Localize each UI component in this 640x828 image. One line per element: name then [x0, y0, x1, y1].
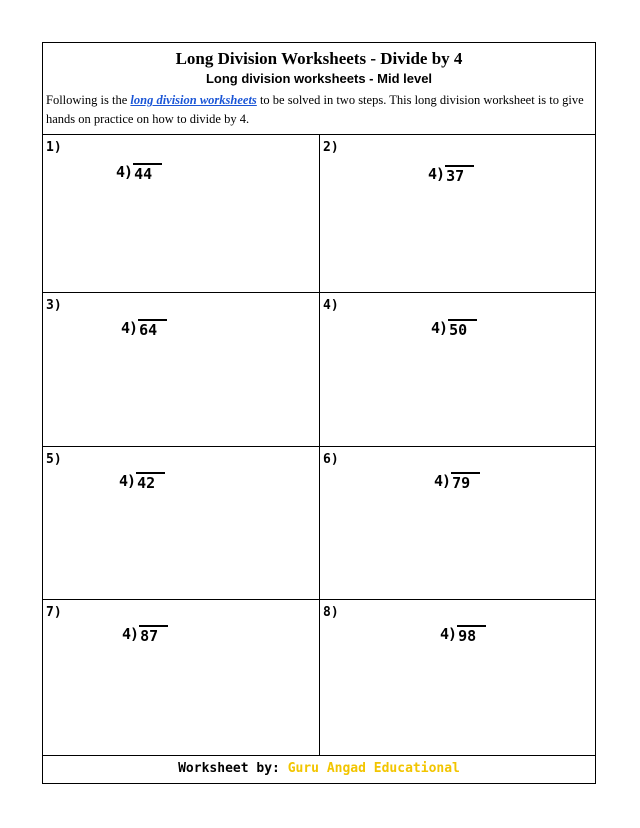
division-bracket-icon: )	[130, 625, 140, 643]
long-division-worksheets-link[interactable]: long division worksheets	[130, 93, 257, 107]
problem-cell	[43, 600, 320, 756]
division-bracket-icon: )	[127, 472, 137, 490]
division-problem	[431, 319, 477, 339]
intro-text-after: to be solved in two steps. This long division worksheet is to give hands on practice on how to divide by 4.	[46, 93, 584, 126]
problem-cell	[43, 447, 320, 600]
division-bracket-icon: )	[439, 319, 449, 337]
dividend: 98	[457, 625, 486, 645]
intro-paragraph	[46, 91, 594, 129]
problem-number: 6)	[323, 452, 339, 467]
dividend: 79	[451, 472, 480, 492]
dividend: 37	[445, 165, 474, 185]
division-bracket-icon: )	[436, 165, 446, 183]
problem-grid	[43, 135, 595, 756]
division-bracket-icon: )	[442, 472, 452, 490]
problem-cell	[320, 600, 596, 756]
problem-cell	[320, 447, 596, 600]
problem-number: 2)	[323, 140, 339, 155]
division-problem	[440, 625, 486, 645]
divisor: 4	[434, 472, 444, 490]
problem-number: 7)	[46, 605, 62, 620]
division-problem	[428, 165, 474, 185]
division-bracket-icon: )	[129, 319, 139, 337]
divisor: 4	[119, 472, 129, 490]
problem-cell	[320, 293, 596, 447]
dividend: 50	[448, 319, 477, 339]
intro-text-before: Following is the	[46, 93, 131, 107]
footer-brand: Guru Angad Educational	[287, 761, 460, 776]
worksheet	[42, 42, 596, 784]
problem-cell	[320, 135, 596, 293]
division-bracket-icon: )	[124, 163, 134, 181]
problem-number: 8)	[323, 605, 339, 620]
division-problem	[119, 472, 165, 492]
problem-number: 4)	[323, 298, 339, 313]
dividend: 44	[133, 163, 162, 183]
division-bracket-icon: )	[448, 625, 458, 643]
divisor: 4	[122, 625, 132, 643]
worksheet-header	[43, 43, 595, 135]
problem-cell	[43, 293, 320, 447]
worksheet-footer	[43, 754, 595, 783]
divisor: 4	[431, 319, 441, 337]
division-problem	[116, 163, 162, 183]
footer-prefix: Worksheet by:	[178, 761, 288, 776]
divisor: 4	[440, 625, 450, 643]
dividend: 64	[138, 319, 167, 339]
division-problem	[434, 472, 480, 492]
dividend: 42	[136, 472, 165, 492]
divisor: 4	[428, 165, 438, 183]
problem-cell	[43, 135, 320, 293]
problem-number: 5)	[46, 452, 62, 467]
division-problem	[121, 319, 167, 339]
divisor: 4	[116, 163, 126, 181]
problem-number: 3)	[46, 298, 62, 313]
division-problem	[122, 625, 168, 645]
page-title: Long Division Worksheets - Divide by 4	[175, 49, 463, 68]
dividend: 87	[139, 625, 168, 645]
problem-number: 1)	[46, 140, 62, 155]
divisor: 4	[121, 319, 131, 337]
page-subtitle: Long division worksheets - Mid level	[205, 71, 433, 86]
